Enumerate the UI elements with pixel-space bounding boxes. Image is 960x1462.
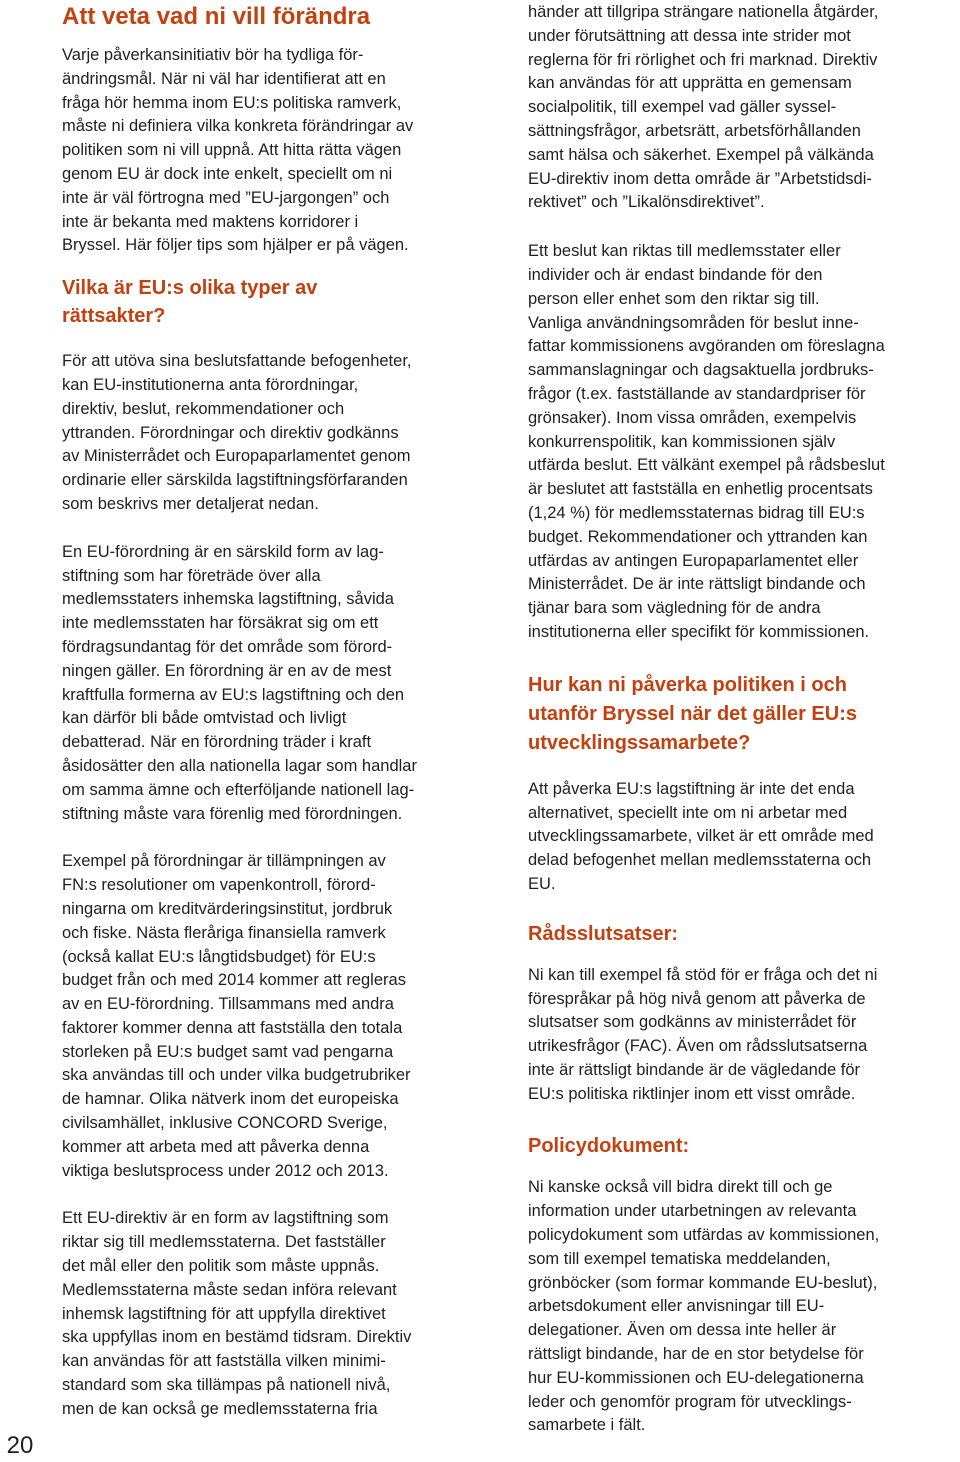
directive-paragraph: Ett EU-direktiv är en form av lagstiftning som riktar sig till medlemsstaterna. Det fastställer det mål eller den politik som måste uppnås. Medlemsstaterna måste sedan införa relevant inhemsk lagstiftning för att uppfylla direktivet ska uppfyllas inom en bestämd tidsram. Direktiv kan användas för att fastställa vilken minimi- standard som ska tillämpas på nationell nivå, men de kan också ge medlemsstaterna fria (62, 1209, 412, 1418)
legal-acts-heading: Vilka är EU:s olika typer av rättsakter? (62, 277, 318, 328)
directive-continued-paragraph: händer att tillgripa strängare nationella åtgärder, under förutsättning att dessa inte strider mot reglerna för fri rörlighet och fri marknad. Direktiv kan användas för att upprätta en gemensam socialpolitik, till exempel vad gäller syssel- sättningsfrågor, arbetsrätt, arbetsförhållanden samt hälsa och säkerhet. Exempel på välkända EU-direktiv inom detta område är ”Arbetstidsdi- rektivet” och ”Likalönsdirektivet”. (528, 3, 879, 212)
page-title: Att veta vad ni vill förändra (62, 3, 371, 30)
right-column (528, 0, 956, 1438)
regulation-paragraph: En EU-förordning är en särskild form av lag- stiftning som har företräde över alla medlemsstaters inhemska lagstiftning, såvida inte medlemsstaten har försäkrat sig om ett fördragsundantag för det område som förord- ningen gäller. En förordning är en av de mest kraftfulla formerna av EU:s lagstiftning och den kan därför bli både omtvistad och livligt debatterad. När en förordning träder i kraft åsidosätter den alla nationella lagar som handlar om samma ämne och efterföljande nationell lag- stiftning måste vara förenlig med förordningen. (62, 542, 417, 823)
policy-documents-heading: Policydokument: (528, 1135, 690, 1158)
influence-paragraph: Att påverka EU:s lagstiftning är inte det enda alternativet, speciellt inte om ni arbetar med utvecklingssamarbete, vilket är ett område med delad befogenhet mellan medlemsstaterna och EU. (528, 779, 874, 893)
council-conclusions-heading: Rådsslutsatser: (528, 922, 679, 945)
legal-acts-paragraph: För att utöva sina beslutsfattande befogenheter, kan EU-institutionerna anta förordningar, direktiv, beslut, rekommendationer och yttranden. Förordningar och direktiv godkänns av Ministerrådet och Europaparlamentet genom ordinarie eller särskilda lagstiftningsförfaranden som beskrivs mer detaljerat nedan. (62, 352, 412, 513)
council-conclusions-paragraph: Ni kan till exempel få stöd för er fråga och det ni förespråkar på hög nivå genom att påverka de slutsatser som godkänns av ministerrådet för utrikesfrågor (FAC). Även om rådsslutsatserna inte är rättsligt bindande är de vägledande för EU:s politiska riktlinjer inom ett visst område. (528, 965, 878, 1103)
influence-heading: Hur kan ni påverka politiken i och utanför Bryssel när det gäller EU:s utvecklingssamarbete? (528, 673, 857, 754)
left-column (62, 0, 494, 1422)
intro-paragraph: Varje påverkansinitiativ bör ha tydliga för- ändringsmål. När ni väl har identifierat att en fråga hör hemma inom EU:s politiska ramverk, måste ni definiera vilka konkreta förändringar av politiken som ni vill uppnå. Att hitta rätta vägen genom EU är dock inte enkelt, speciellt om ni inte är väl förtrogna med ”EU-jargongen” och inte är bekanta med maktens korridorer i Bryssel. Här följer tips som hjälper er på vägen. (62, 46, 414, 255)
page-number: 20 (6, 1432, 34, 1459)
decision-paragraph: Ett beslut kan riktas till medlemsstater eller individer och är endast bindande för den person eller enhet som den riktar sig till. Vanliga användningsområden för beslut inne- fattar kommissionens avgöranden om föreslagna sammanslagningar och dagsaktuella jordbruks- frågor (t.ex. fastställande av standardpriser för grönsaker). Inom vissa områden, exempelvis konkurrenspolitik, kan kommissionen själv utfärda beslut. Ett välkänt exempel på rådsbeslut är beslutet att fastställa en enhetlig procentsats (1,24 %) för medlemsstaternas bidrag till EU:s budget. Rekommendationer och yttranden kan utfärdas av antingen Europaparlamentet eller Ministerrådet. De är inte rättsligt bindande och tjänar bara som vägledning för de andra institutionerna eller specifikt för kommissionen. (528, 242, 885, 641)
policy-documents-paragraph: Ni kanske också vill bidra direkt till och ge information under utarbetningen av relevanta policydokument som utfärdas av kommissionen, som till exempel tematiska meddelanden, grönböcker (som formar kommande EU-beslut), arbetsdokument eller anvisningar till EU- delegationer. Även om dessa inte heller är rättsligt bindande, har de en stor betydelse för hur EU-kommissionen och EU-delegationerna leder och genomför program för utvecklings- samarbete i fält. (528, 1178, 880, 1435)
regulation-examples-paragraph: Exempel på förordningar är tillämpningen av FN:s resolutioner om vapenkontroll, förord- ningarna om kreditvärderingsinstitut, jordbruk och fiske. Nästa fleråriga finansiella ramverk (också kallat EU:s långtidsbudget) för EU:s budget från och med 2014 kommer att regleras av en EU-förordning. Tillsammans med andra faktorer kommer denna att fastställa den totala storleken på EU:s budget samt vad pengarna ska användas till och under vilka budgetrubriker de hamnar. Olika nätverk inom det europeiska civilsamhället, inklusive CONCORD Sverige, kommer att arbeta med att påverka denna viktiga beslutsprocess under 2012 och 2013. (62, 852, 411, 1180)
